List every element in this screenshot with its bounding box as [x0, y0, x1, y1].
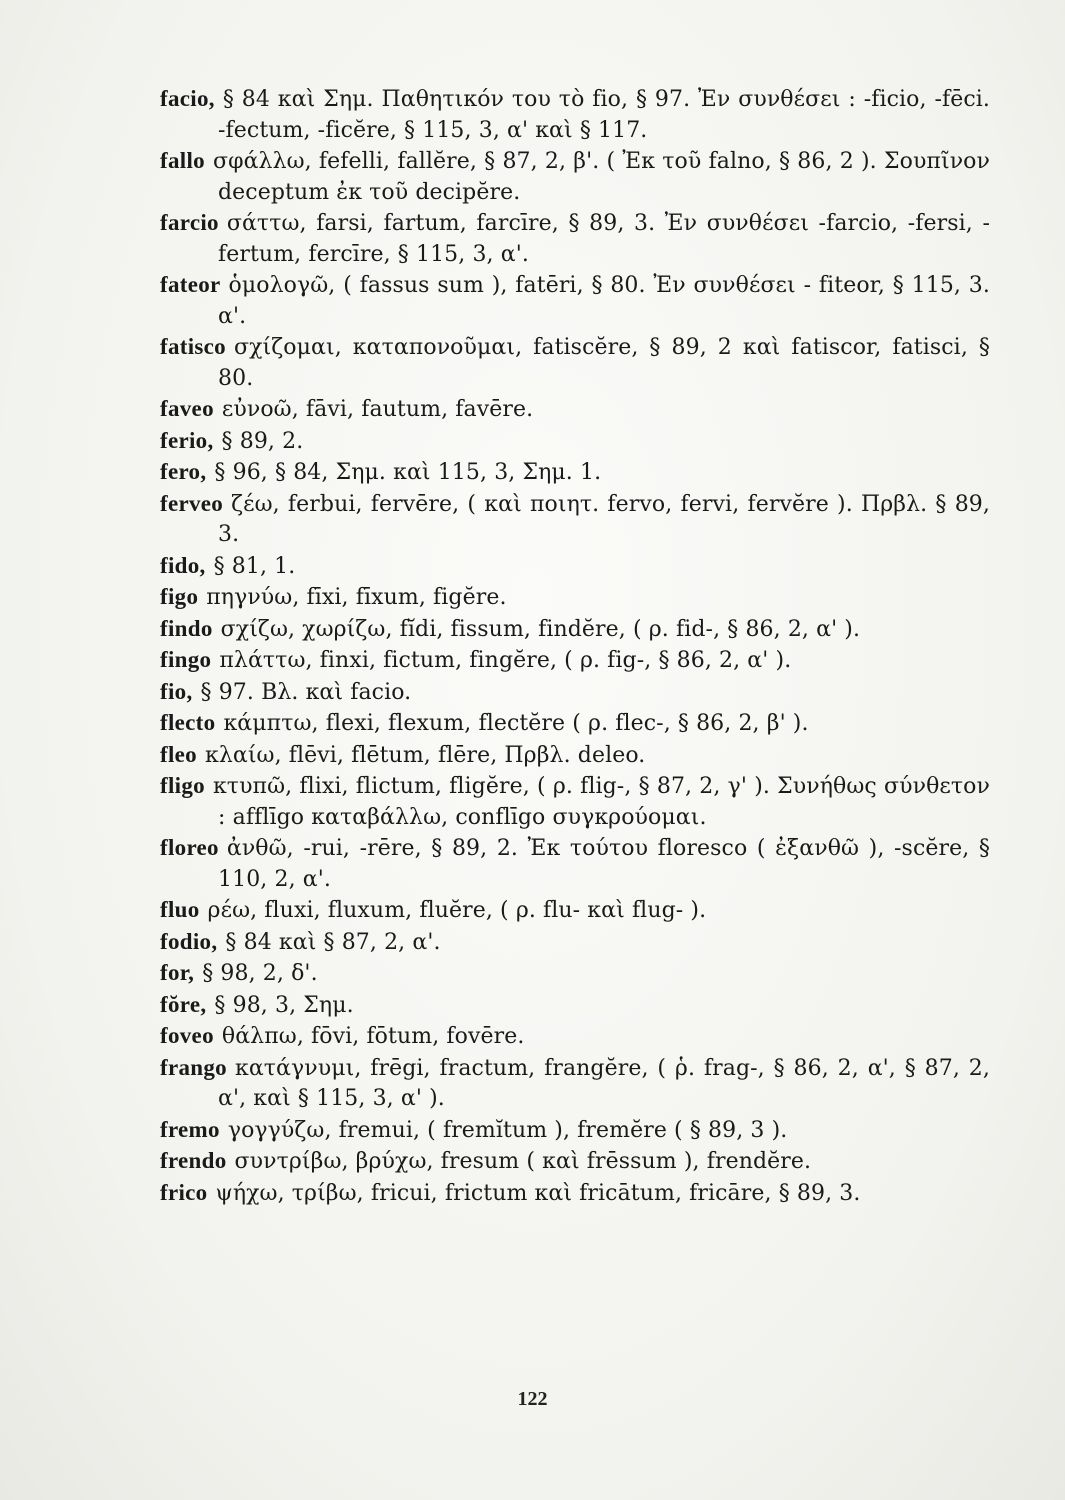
page-number: 122 [517, 1388, 548, 1410]
entry-definition: § 96, § 84, Σημ. καὶ 115, 3, Σημ. 1. [214, 460, 602, 485]
entry-headword: fio, [160, 678, 193, 704]
entry-definition: σχίζω, χωρίζω, fĭdi, fissum, findĕre, ( ρ. fid-, § 86, 2, α' ). [220, 616, 861, 642]
entry-definition: § 98, 3, Σημ. [214, 992, 354, 1018]
entry-definition: § 98, 2, δ'. [202, 961, 318, 986]
entry-headword: fligo [160, 773, 205, 798]
entry-definition: σχίζομαι, καταπονοῦμαι, fatiscĕre, § 89, 2 καὶ fatiscor, fatisci, § 80. [218, 335, 990, 391]
entry-definition: ζέω, ferbui, fervēre, ( καὶ ποιητ. fervo, fervi, fervĕre ). Πρβλ. § 89, 3. [218, 491, 990, 547]
entry-headword: fluo [160, 897, 200, 922]
entry-headword: figo [160, 584, 199, 609]
entry-definition: συντρίβω, βρύχω, fresum ( καὶ frēssum ), frendĕre. [234, 1149, 812, 1174]
entry-definition: ὁμολογῶ, ( fassus sum ), fatēri, § 80. Ἐν συνθέσει - fiteor, § 115, 3. α'. [218, 273, 990, 329]
entry-definition: ἀνθῶ, -rui, -rēre, § 89, 2. Ἐκ τούτου floresco ( ἐξανθῶ ), -scĕre, § 110, 2, α'. [218, 836, 990, 892]
entry-headword: foveo [160, 1023, 214, 1048]
entry-headword: fremo [160, 1116, 220, 1142]
dictionary-entry [160, 551, 990, 583]
dictionary-entry [160, 1115, 990, 1147]
dictionary-entry [160, 895, 990, 927]
dictionary-entry [160, 771, 990, 833]
entry-headword: for, [160, 960, 195, 985]
dictionary-entry [160, 426, 990, 458]
entry-headword: fero, [160, 459, 207, 484]
dictionary-entry [160, 489, 990, 551]
entry-headword: floreo [160, 835, 219, 860]
dictionary-entry [160, 1178, 990, 1210]
entry-headword: frendo [160, 1148, 227, 1173]
dictionary-entry [160, 645, 990, 677]
dictionary-entry [160, 270, 990, 332]
dictionary-entries [160, 84, 990, 1209]
entry-headword: faveo [160, 396, 214, 421]
entry-headword: fido, [160, 552, 206, 578]
dictionary-entry [160, 740, 990, 772]
entry-headword: fodio, [160, 928, 218, 954]
entry-headword: ferio, [160, 427, 214, 453]
dictionary-entry [160, 394, 990, 426]
entry-headword: frango [160, 1054, 227, 1080]
entry-definition: κλαίω, flēvi, flētum, flēre, Πρβλ. deleo. [204, 742, 646, 768]
entry-headword: fallo [160, 148, 205, 173]
dictionary-entry [160, 457, 990, 489]
entry-definition: κάμπτω, flexi, flexum, flectĕre ( ρ. flec-, § 86, 2, β' ). [223, 711, 809, 736]
dictionary-entry [160, 146, 990, 208]
entry-headword: farcio [160, 210, 219, 235]
dictionary-entry [160, 1021, 990, 1053]
entry-definition: θάλπω, fōvi, fōtum, fovēre. [221, 1024, 525, 1049]
entry-headword: fingo [160, 647, 212, 672]
entry-headword: fatisco [160, 334, 226, 359]
dictionary-entry [160, 677, 990, 709]
entry-definition: πλάττω, finxi, fictum, fingĕre, ( ρ. fig-, § 86, 2, α' ). [219, 648, 792, 673]
dictionary-entry [160, 990, 990, 1022]
dictionary-entry [160, 1053, 990, 1115]
entry-headword: frico [160, 1179, 208, 1205]
entry-definition: σφάλλω, fefelli, fallĕre, § 87, 2, β'. ( Ἐκ τοῦ falno, § 86, 2 ). Σουπῖνον deceptum ἐκ τοῦ decipĕre. [212, 149, 990, 205]
entry-definition: § 97. Βλ. καὶ facio. [200, 679, 412, 705]
dictionary-entry [160, 958, 990, 990]
entry-headword: flecto [160, 710, 216, 735]
entry-headword: fŏre, [160, 991, 207, 1017]
dictionary-entry [160, 614, 990, 646]
entry-definition: γογγύζω, fremui, ( fremĭtum ), fremĕre ( § 89, 3 ). [227, 1117, 788, 1143]
entry-definition: εὐνοῶ, fāvi, fautum, favēre. [221, 397, 534, 422]
entry-definition: κτυπῶ, flixi, flictum, fligĕre, ( ρ. flig-, § 87, 2, γ' ). Συνήθως σύνθετον : afflīgo καταβάλλω, conflīgo συγκρούομαι. [212, 774, 990, 830]
entry-headword: fleo [160, 741, 197, 767]
entry-definition: § 89, 2. [221, 428, 304, 454]
entry-definition: κατάγνυμι, frēgi, fractum, frangĕre, ( ῥ. frag-, § 86, 2, α', § 87, 2, α', καὶ § 115, 3, α' ). [218, 1055, 990, 1111]
entry-definition: ρέω, fluxi, fluxum, fluĕre, ( ρ. flu- καὶ flug- ). [207, 898, 707, 923]
entry-definition: § 84 καὶ § 87, 2, α'. [225, 929, 441, 955]
dictionary-entry [160, 708, 990, 740]
entry-definition: πηγνύω, fīxi, fīxum, figĕre. [206, 585, 507, 610]
dictionary-entry [160, 833, 990, 895]
entry-headword: ferveo [160, 490, 224, 516]
entry-headword: findo [160, 615, 213, 641]
dictionary-entry [160, 84, 990, 146]
entry-definition: § 84 καὶ Σημ. Παθητικόν του τὸ fio, § 97. Ἐν συνθέσει : -ficio, -fēci. -fectum, -ficĕre, § 115, 3, α' καὶ § 117. [218, 87, 990, 143]
entry-headword: fateor [160, 272, 221, 297]
dictionary-entry [160, 208, 990, 270]
entry-definition: σάττω, farsi, fartum, farcīre, § 89, 3. Ἐν συνθέσει -farcio, -fersi, -fertum, fercīre, § 115, 3, α'. [218, 211, 990, 267]
dictionary-entry [160, 332, 990, 394]
dictionary-entry [160, 1146, 990, 1178]
dictionary-entry [160, 582, 990, 614]
entry-headword: facio, [160, 86, 215, 111]
dictionary-entry [160, 927, 990, 959]
entry-definition: § 81, 1. [213, 553, 296, 579]
entry-definition: ψήχω, τρίβω, fricui, frictum καὶ fricātum, fricāre, § 89, 3. [215, 1180, 861, 1206]
